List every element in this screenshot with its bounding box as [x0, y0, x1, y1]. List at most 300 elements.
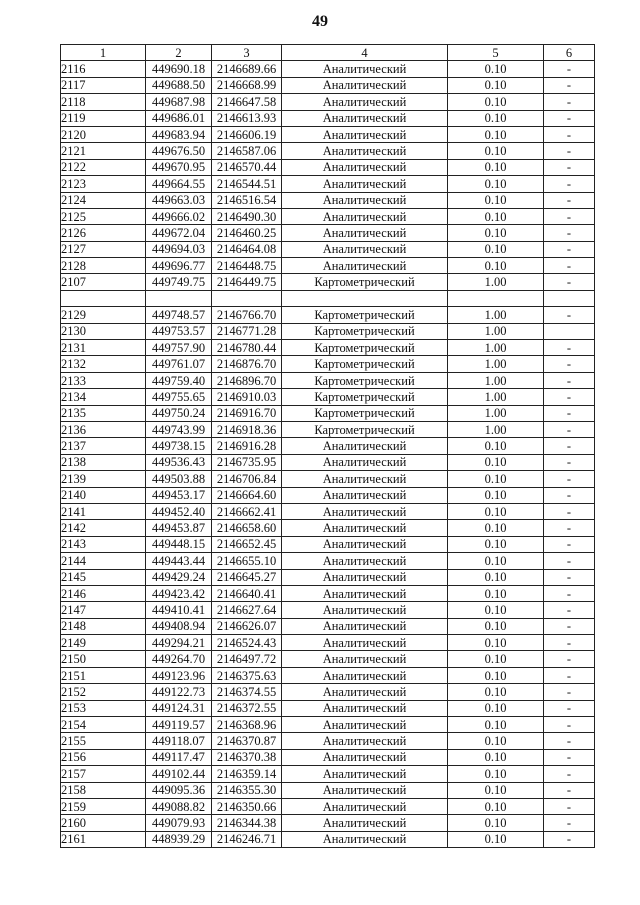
cell-coord-x: 449118.07	[146, 733, 212, 749]
cell-coord-x: 449095.36	[146, 782, 212, 798]
table-row	[61, 651, 595, 667]
cell-method: Аналитический	[282, 208, 448, 224]
table-row	[61, 274, 595, 290]
cell-method: Аналитический	[282, 684, 448, 700]
table-row	[61, 258, 595, 274]
cell-method: Аналитический	[282, 471, 448, 487]
cell-accuracy: 0.10	[448, 782, 544, 798]
table-row	[61, 405, 595, 421]
cell-accuracy: 0.10	[448, 569, 544, 585]
cell-point-number: 2117	[61, 77, 146, 93]
cell-accuracy: 0.10	[448, 798, 544, 814]
cell-coord-x: 449694.03	[146, 241, 212, 257]
cell-coord-x: 449443.44	[146, 553, 212, 569]
cell-accuracy: 0.10	[448, 684, 544, 700]
cell-accuracy: 0.10	[448, 176, 544, 192]
cell-coord-y: 2146368.96	[212, 717, 282, 733]
cell-note	[544, 290, 595, 306]
page-number: 49	[312, 13, 328, 30]
cell-coord-y: 2146570.44	[212, 159, 282, 175]
cell-method: Аналитический	[282, 585, 448, 601]
cell-note: -	[544, 208, 595, 224]
cell-method: Аналитический	[282, 700, 448, 716]
cell-coord-y: 2146918.36	[212, 421, 282, 437]
cell-coord-y: 2146460.25	[212, 225, 282, 241]
cell-method: Аналитический	[282, 176, 448, 192]
cell-coord-x: 449750.24	[146, 405, 212, 421]
cell-point-number: 2137	[61, 438, 146, 454]
cell-method: Аналитический	[282, 782, 448, 798]
cell-coord-x: 449672.04	[146, 225, 212, 241]
table-row	[61, 356, 595, 372]
cell-accuracy: 0.10	[448, 61, 544, 77]
cell-point-number: 2133	[61, 372, 146, 388]
cell-accuracy: 0.10	[448, 159, 544, 175]
cell-method: Аналитический	[282, 569, 448, 585]
cell-method	[282, 290, 448, 306]
cell-coord-y: 2146544.51	[212, 176, 282, 192]
table-row	[61, 143, 595, 159]
cell-point-number: 2107	[61, 274, 146, 290]
cell-coord-y: 2146490.30	[212, 208, 282, 224]
cell-note: -	[544, 405, 595, 421]
cell-note: -	[544, 602, 595, 618]
cell-accuracy: 0.10	[448, 94, 544, 110]
cell-accuracy: 1.00	[448, 405, 544, 421]
cell-accuracy: 0.10	[448, 208, 544, 224]
cell-coord-y: 2146626.07	[212, 618, 282, 634]
table-row	[61, 749, 595, 765]
cell-coord-y: 2146664.60	[212, 487, 282, 503]
table-row	[61, 798, 595, 814]
cell-coord-y: 2146652.45	[212, 536, 282, 552]
table-row	[61, 159, 595, 175]
cell-coord-x: 449683.94	[146, 126, 212, 142]
cell-coord-y: 2146647.58	[212, 94, 282, 110]
cell-note: -	[544, 274, 595, 290]
cell-point-number: 2122	[61, 159, 146, 175]
cell-method: Аналитический	[282, 717, 448, 733]
cell-note: -	[544, 717, 595, 733]
cell-method: Аналитический	[282, 192, 448, 208]
cell-point-number: 2153	[61, 700, 146, 716]
cell-coord-y: 2146370.38	[212, 749, 282, 765]
cell-method: Аналитический	[282, 241, 448, 257]
cell-point-number: 2151	[61, 667, 146, 683]
cell-accuracy: 0.10	[448, 717, 544, 733]
cell-method: Аналитический	[282, 159, 448, 175]
cell-method: Аналитический	[282, 487, 448, 503]
cell-note: -	[544, 340, 595, 356]
table-row	[61, 421, 595, 437]
cell-coord-y: 2146706.84	[212, 471, 282, 487]
table-row	[61, 700, 595, 716]
cell-note: -	[544, 159, 595, 175]
cell-coord-x: 449122.73	[146, 684, 212, 700]
cell-accuracy: 1.00	[448, 356, 544, 372]
cell-coord-y: 2146876.70	[212, 356, 282, 372]
cell-point-number: 2116	[61, 61, 146, 77]
cell-point-number: 2154	[61, 717, 146, 733]
cell-point-number: 2118	[61, 94, 146, 110]
cell-point-number: 2129	[61, 307, 146, 323]
cell-method: Аналитический	[282, 520, 448, 536]
cell-note: -	[544, 77, 595, 93]
cell-point-number: 2130	[61, 323, 146, 339]
cell-coord-y: 2146524.43	[212, 635, 282, 651]
cell-coord-y: 2146355.30	[212, 782, 282, 798]
table-row	[61, 438, 595, 454]
cell-note: -	[544, 798, 595, 814]
cell-coord-x: 449761.07	[146, 356, 212, 372]
cell-point-number: 2149	[61, 635, 146, 651]
cell-accuracy: 0.10	[448, 258, 544, 274]
table-row	[61, 618, 595, 634]
cell-note: -	[544, 831, 595, 847]
cell-accuracy: 0.10	[448, 110, 544, 126]
cell-point-number: 2124	[61, 192, 146, 208]
cell-note	[544, 323, 595, 339]
cell-method: Картометрический	[282, 274, 448, 290]
cell-method: Аналитический	[282, 536, 448, 552]
table-row	[61, 471, 595, 487]
cell-accuracy: 0.10	[448, 192, 544, 208]
cell-accuracy: 0.10	[448, 536, 544, 552]
cell-coord-x: 449686.01	[146, 110, 212, 126]
cell-accuracy: 0.10	[448, 618, 544, 634]
cell-accuracy: 0.10	[448, 520, 544, 536]
cell-accuracy: 1.00	[448, 340, 544, 356]
cell-accuracy: 0.10	[448, 503, 544, 519]
cell-note: -	[544, 421, 595, 437]
cell-coord-y: 2146606.19	[212, 126, 282, 142]
cell-coord-y: 2146464.08	[212, 241, 282, 257]
cell-coord-y: 2146766.70	[212, 307, 282, 323]
cell-note: -	[544, 503, 595, 519]
column-header: 6	[544, 45, 595, 61]
cell-coord-x: 449088.82	[146, 798, 212, 814]
table-row	[61, 372, 595, 388]
cell-method: Аналитический	[282, 798, 448, 814]
table-row	[61, 454, 595, 470]
cell-method: Аналитический	[282, 126, 448, 142]
cell-note: -	[544, 225, 595, 241]
cell-accuracy: 1.00	[448, 307, 544, 323]
cell-accuracy: 0.10	[448, 667, 544, 683]
cell-coord-y: 2146668.99	[212, 77, 282, 93]
cell-coord-y: 2146375.63	[212, 667, 282, 683]
cell-point-number: 2145	[61, 569, 146, 585]
table-row	[61, 782, 595, 798]
cell-coord-y: 2146497.72	[212, 651, 282, 667]
cell-coord-y: 2146645.27	[212, 569, 282, 585]
table-row	[61, 290, 595, 306]
cell-note: -	[544, 553, 595, 569]
cell-note: -	[544, 241, 595, 257]
table-row	[61, 241, 595, 257]
cell-note: -	[544, 61, 595, 77]
cell-accuracy: 0.10	[448, 831, 544, 847]
table-row	[61, 717, 595, 733]
cell-accuracy: 0.10	[448, 77, 544, 93]
cell-method: Аналитический	[282, 602, 448, 618]
cell-coord-y: 2146374.55	[212, 684, 282, 700]
cell-note: -	[544, 782, 595, 798]
cell-coord-y: 2146448.75	[212, 258, 282, 274]
cell-point-number: 2158	[61, 782, 146, 798]
table-row	[61, 569, 595, 585]
cell-method: Аналитический	[282, 635, 448, 651]
cell-note: -	[544, 471, 595, 487]
cell-point-number: 2160	[61, 815, 146, 831]
cell-coord-y: 2146910.03	[212, 389, 282, 405]
cell-coord-x: 448939.29	[146, 831, 212, 847]
cell-coord-x: 449294.21	[146, 635, 212, 651]
cell-point-number: 2155	[61, 733, 146, 749]
cell-coord-x: 449079.93	[146, 815, 212, 831]
cell-accuracy: 0.10	[448, 585, 544, 601]
cell-accuracy: 0.10	[448, 126, 544, 142]
cell-point-number	[61, 290, 146, 306]
table-row	[61, 536, 595, 552]
cell-coord-y: 2146640.41	[212, 585, 282, 601]
cell-coord-x: 449663.03	[146, 192, 212, 208]
cell-coord-x: 449670.95	[146, 159, 212, 175]
cell-accuracy: 0.10	[448, 635, 544, 651]
cell-coord-x: 449753.57	[146, 323, 212, 339]
cell-coord-x: 449676.50	[146, 143, 212, 159]
cell-coord-x: 449453.87	[146, 520, 212, 536]
cell-method: Аналитический	[282, 61, 448, 77]
cell-point-number: 2139	[61, 471, 146, 487]
cell-method: Аналитический	[282, 831, 448, 847]
cell-note: -	[544, 307, 595, 323]
table-row	[61, 815, 595, 831]
cell-note: -	[544, 94, 595, 110]
column-header: 2	[146, 45, 212, 61]
cell-coord-x: 449117.47	[146, 749, 212, 765]
cell-note: -	[544, 815, 595, 831]
cell-method: Аналитический	[282, 733, 448, 749]
cell-note: -	[544, 684, 595, 700]
cell-point-number: 2152	[61, 684, 146, 700]
cell-point-number: 2123	[61, 176, 146, 192]
table-body	[61, 61, 595, 848]
cell-note: -	[544, 143, 595, 159]
table-row	[61, 553, 595, 569]
cell-point-number: 2138	[61, 454, 146, 470]
cell-method: Аналитический	[282, 258, 448, 274]
cell-point-number: 2144	[61, 553, 146, 569]
table-row	[61, 126, 595, 142]
cell-method: Аналитический	[282, 553, 448, 569]
cell-method: Аналитический	[282, 94, 448, 110]
cell-method: Аналитический	[282, 143, 448, 159]
cell-method: Картометрический	[282, 340, 448, 356]
table-row	[61, 684, 595, 700]
cell-coord-x: 449759.40	[146, 372, 212, 388]
cell-coord-x: 449453.17	[146, 487, 212, 503]
cell-coord-x: 449102.44	[146, 766, 212, 782]
cell-note: -	[544, 192, 595, 208]
cell-accuracy: 0.10	[448, 454, 544, 470]
coordinates-table	[60, 44, 595, 848]
cell-method: Аналитический	[282, 618, 448, 634]
cell-method: Аналитический	[282, 815, 448, 831]
cell-coord-x: 449124.31	[146, 700, 212, 716]
cell-method: Картометрический	[282, 372, 448, 388]
table-row	[61, 389, 595, 405]
cell-coord-x: 449688.50	[146, 77, 212, 93]
cell-coord-x: 449738.15	[146, 438, 212, 454]
cell-accuracy: 0.10	[448, 553, 544, 569]
table-row	[61, 340, 595, 356]
cell-note: -	[544, 733, 595, 749]
table-row	[61, 192, 595, 208]
cell-accuracy: 1.00	[448, 389, 544, 405]
cell-coord-y: 2146655.10	[212, 553, 282, 569]
cell-coord-x: 449690.18	[146, 61, 212, 77]
table-row	[61, 307, 595, 323]
cell-point-number: 2142	[61, 520, 146, 536]
cell-note: -	[544, 766, 595, 782]
table-row	[61, 585, 595, 601]
cell-method: Аналитический	[282, 667, 448, 683]
cell-coord-x: 449429.24	[146, 569, 212, 585]
cell-accuracy: 0.10	[448, 225, 544, 241]
table-row	[61, 733, 595, 749]
cell-note: -	[544, 651, 595, 667]
cell-point-number: 2134	[61, 389, 146, 405]
cell-coord-x	[146, 290, 212, 306]
cell-method: Картометрический	[282, 323, 448, 339]
cell-accuracy: 0.10	[448, 143, 544, 159]
cell-note: -	[544, 487, 595, 503]
table-row	[61, 503, 595, 519]
cell-note: -	[544, 700, 595, 716]
cell-point-number: 2126	[61, 225, 146, 241]
cell-coord-x: 449536.43	[146, 454, 212, 470]
cell-coord-y: 2146896.70	[212, 372, 282, 388]
cell-point-number: 2157	[61, 766, 146, 782]
table-row	[61, 602, 595, 618]
cell-accuracy: 0.10	[448, 651, 544, 667]
cell-point-number: 2119	[61, 110, 146, 126]
cell-point-number: 2131	[61, 340, 146, 356]
cell-point-number: 2146	[61, 585, 146, 601]
cell-accuracy: 0.10	[448, 602, 544, 618]
cell-coord-y: 2146689.66	[212, 61, 282, 77]
cell-coord-x: 449664.55	[146, 176, 212, 192]
cell-coord-y: 2146916.28	[212, 438, 282, 454]
table-row	[61, 225, 595, 241]
cell-note: -	[544, 372, 595, 388]
column-header: 5	[448, 45, 544, 61]
cell-accuracy: 0.10	[448, 487, 544, 503]
cell-note: -	[544, 258, 595, 274]
column-header: 1	[61, 45, 146, 61]
cell-coord-x: 449666.02	[146, 208, 212, 224]
cell-accuracy: 1.00	[448, 323, 544, 339]
cell-accuracy: 0.10	[448, 733, 544, 749]
cell-coord-x: 449755.65	[146, 389, 212, 405]
table-row	[61, 520, 595, 536]
cell-accuracy: 0.10	[448, 700, 544, 716]
cell-coord-x: 449448.15	[146, 536, 212, 552]
cell-method: Аналитический	[282, 749, 448, 765]
cell-coord-y	[212, 290, 282, 306]
cell-note: -	[544, 635, 595, 651]
table-row	[61, 667, 595, 683]
cell-coord-y: 2146735.95	[212, 454, 282, 470]
cell-point-number: 2128	[61, 258, 146, 274]
cell-accuracy: 1.00	[448, 421, 544, 437]
cell-coord-y: 2146359.14	[212, 766, 282, 782]
cell-note: -	[544, 389, 595, 405]
table-row	[61, 94, 595, 110]
cell-note: -	[544, 618, 595, 634]
cell-coord-x: 449749.75	[146, 274, 212, 290]
cell-point-number: 2147	[61, 602, 146, 618]
cell-coord-x: 449748.57	[146, 307, 212, 323]
cell-coord-x: 449503.88	[146, 471, 212, 487]
cell-method: Картометрический	[282, 421, 448, 437]
cell-point-number: 2148	[61, 618, 146, 634]
cell-coord-y: 2146370.87	[212, 733, 282, 749]
cell-accuracy: 0.10	[448, 749, 544, 765]
cell-coord-x: 449687.98	[146, 94, 212, 110]
cell-note: -	[544, 454, 595, 470]
column-header: 4	[282, 45, 448, 61]
cell-point-number: 2161	[61, 831, 146, 847]
cell-coord-x: 449423.42	[146, 585, 212, 601]
cell-coord-y: 2146662.41	[212, 503, 282, 519]
cell-method: Аналитический	[282, 225, 448, 241]
cell-accuracy: 1.00	[448, 274, 544, 290]
cell-note: -	[544, 749, 595, 765]
table-header-row	[61, 45, 595, 61]
cell-point-number: 2120	[61, 126, 146, 142]
table-row	[61, 77, 595, 93]
table-row	[61, 635, 595, 651]
cell-note: -	[544, 536, 595, 552]
cell-method: Аналитический	[282, 503, 448, 519]
cell-point-number: 2125	[61, 208, 146, 224]
cell-point-number: 2156	[61, 749, 146, 765]
cell-method: Картометрический	[282, 389, 448, 405]
cell-coord-x: 449264.70	[146, 651, 212, 667]
cell-coord-y: 2146613.93	[212, 110, 282, 126]
cell-point-number: 2121	[61, 143, 146, 159]
cell-coord-x: 449757.90	[146, 340, 212, 356]
cell-method: Аналитический	[282, 454, 448, 470]
cell-accuracy: 0.10	[448, 241, 544, 257]
cell-coord-y: 2146780.44	[212, 340, 282, 356]
cell-note: -	[544, 356, 595, 372]
cell-coord-x: 449410.41	[146, 602, 212, 618]
cell-note: -	[544, 110, 595, 126]
table-row	[61, 208, 595, 224]
cell-accuracy: 0.10	[448, 471, 544, 487]
cell-method: Картометрический	[282, 356, 448, 372]
cell-coord-x: 449123.96	[146, 667, 212, 683]
cell-method: Аналитический	[282, 77, 448, 93]
cell-coord-y: 2146344.38	[212, 815, 282, 831]
cell-coord-x: 449696.77	[146, 258, 212, 274]
cell-point-number: 2159	[61, 798, 146, 814]
table-row	[61, 487, 595, 503]
cell-accuracy: 1.00	[448, 372, 544, 388]
